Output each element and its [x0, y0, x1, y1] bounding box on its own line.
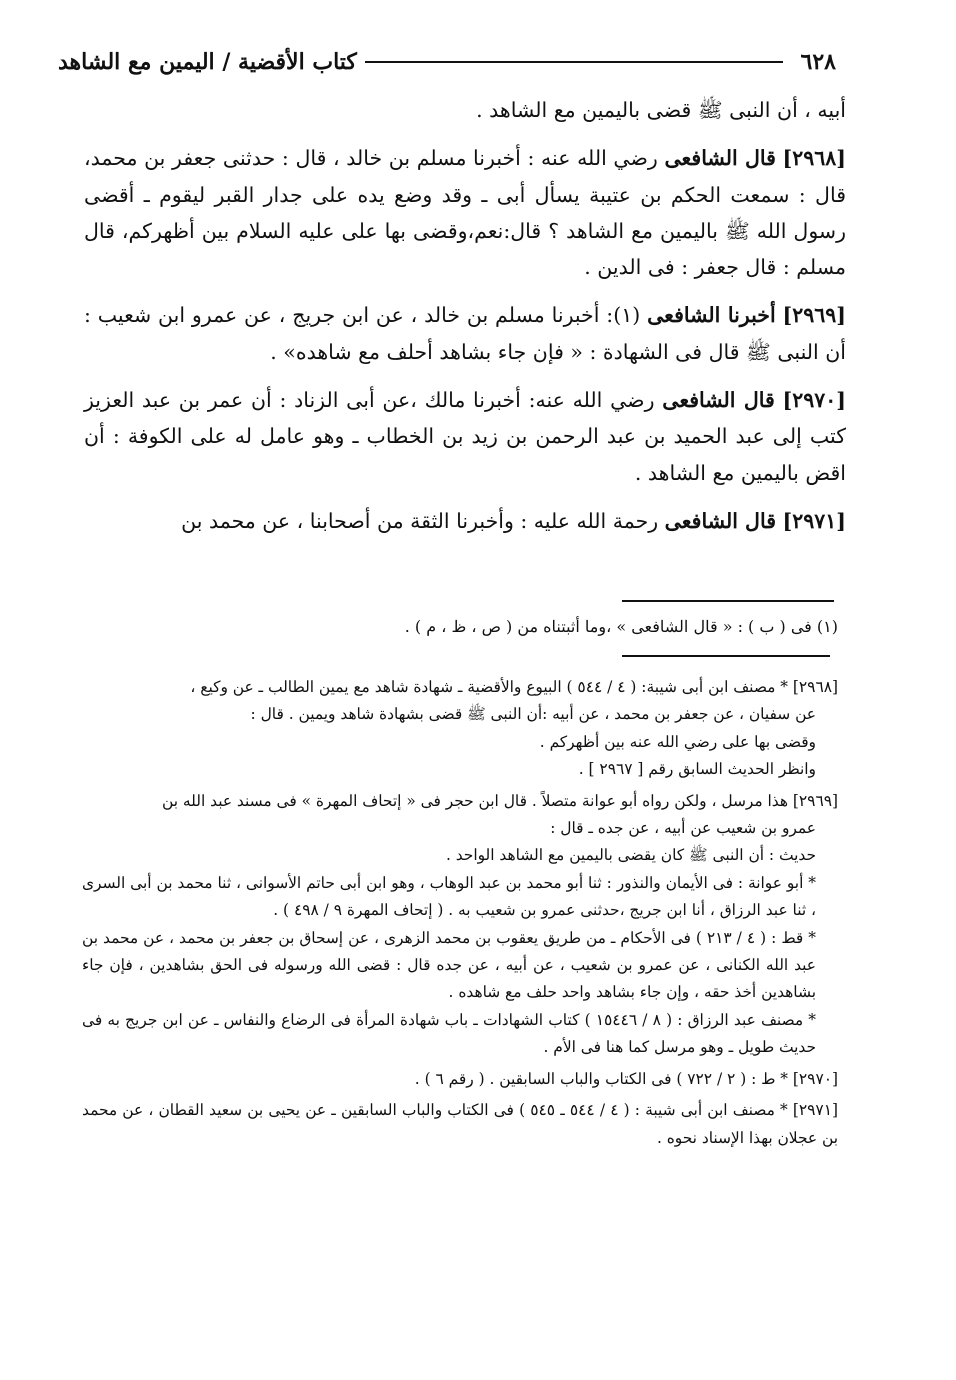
takhrij-notes — [82, 674, 838, 1156]
takhrij-line: عمرو بن شعيب عن أبيه ، عن جده ـ قال : — [550, 819, 816, 838]
narrator: أخبرنا الشافعى — [647, 303, 776, 328]
hadith-number: [٢٩٧٠] — [782, 388, 846, 413]
takhrij-line: حديث : أن النبى ﷺ كان يقضى باليمين مع الشاهد الواحد . — [445, 846, 816, 865]
paragraph — [84, 382, 846, 491]
running-header — [58, 40, 836, 84]
narrator: قال الشافعى — [664, 146, 776, 171]
paragraph-text: أبيه ، أن النبى ﷺ قضى باليمين مع الشاهد . — [476, 98, 846, 122]
takhrij-block — [82, 674, 838, 784]
takhrij-block — [82, 788, 838, 1062]
takhrij-line: عن سفيان ، عن جعفر بن محمد ، عن أبيه :أن النبى ﷺ قضى بشهادة شاهد ويمين . قال : — [250, 705, 816, 724]
paragraph-text: رحمة الله عليه : وأخبرنا الثقة من أصحابنا ، عن محمد بن — [181, 508, 659, 533]
main-text — [84, 92, 846, 551]
takhrij-line: * أبو عوانة : فى الأيمان والنذور : ثنا أبو محمد بن عبد الوهاب ، وهو ابن أبى حاتم الأسوانى ، ثنا محمد بن أبى السرى ، ثنا عبد الرزاق ، أنا ابن جريج ،حدثنى عمرو بن شعيب به . ( إتحاف المهرة ٩ / ٤٩٨ ) . — [82, 873, 816, 920]
takhrij-line: * مصنف عبد الرزاق : ( ٨ / ١٥٤٤٦ ) كتاب الشهادات ـ باب شهادة المرأة فى الرضاع والنفاس ـ عن ابن جريج به فى حديث طويل ـ وهو مرسل كما هنا فى الأم . — [82, 1010, 816, 1057]
takhrij-line: وانظر الحديث السابق رقم [ ٢٩٦٧ ] . — [578, 760, 816, 779]
paragraph-text: رضي الله عنه: أخبرنا مالك ،عن أبى الزناد : أن عمر بن عبد العزيز كتب إلى عبد الحميد بن عبد الرحمن بن زيد بن الخطاب ـ وهو عامل له على الكوفة : أن اقض باليمين مع الشاهد . — [84, 388, 846, 485]
paragraph-text: (١): أخبرنا مسلم بن خالد ، عن ابن جريج ، عن عمرو ابن شعيب : أن النبى ﷺ قال فى الشهادة : « فإن جاء بشاهد أحلف مع شاهده» . — [84, 303, 846, 364]
takhrij-line: [٢٩٦٨] * مصنف ابن أبى شيبة: ( ٤ / ٥٤٤ ) البيوع والأقضية ـ شهادة شاهد مع يمين الطالب ـ عن وكيع ، — [190, 678, 838, 696]
narrator: قال الشافعى — [662, 388, 775, 413]
takhrij-line: * قط : ( ٤ / ٢١٣ ) فى الأحكام ـ من طريق يعقوب بن محمد الزهرى ، عن إسحاق بن جعفر بن محمد ، عن محمد بن عبد الله الكنانى ، عن عمرو بن شعيب ، عن أبيه ، عن جده قال : قضى الله ورسوله فى الحق بشاهدين ، فإن جاء بشاهدين أخذ حقه ، وإن جاء بشاهد واحد حلف مع شاهده . — [82, 928, 816, 1002]
takhrij-line: [٢٩٧١] * مصنف ابن أبى شيبة : ( ٤ / ٥٤٤ ـ ٥٤٥ ) فى الكتاب والباب السابقين ـ عن يحيى بن سعيد القطان ، عن محمد بن عجلان بهذا الإسناد نحوه . — [82, 1101, 838, 1147]
footnote: (١) فى ( ب ) : « قال الشافعى » ،وما أثبتناه من ( ص ، ظ ، م ) . — [404, 617, 838, 636]
narrator: قال الشافعى — [664, 508, 777, 533]
takhrij-divider — [622, 655, 830, 657]
paragraph-text: رضي الله عنه : أخبرنا مسلم بن خالد ، قال : حدثنى جعفر بن محمد، قال : سمعت الحكم بن عتيبة يسأل أبى ـ وقد وضع يده على جدار القبر ليقوم ـ أقضى رسول الله ﷺ باليمين مع الشاهد ؟ قال:نعم،وقضى بها على عليه السلام بين أظهركم، قال مسلم : قال جعفر : فى الدين . — [84, 146, 846, 280]
takhrij-line: [٢٩٦٩] هذا مرسل ، ولكن رواه أبو عوانة متصلاً . قال ابن حجر فى « إتحاف المهرة » فى مسند عبد الله بن — [162, 791, 838, 810]
header-rule — [365, 61, 783, 63]
paragraph — [84, 297, 846, 370]
paragraph — [84, 92, 846, 128]
takhrij-block — [82, 1066, 838, 1093]
hadith-number: [٢٩٦٨] — [782, 146, 846, 171]
paragraph — [84, 140, 846, 285]
hadith-number: [٢٩٧١] — [782, 508, 846, 533]
takhrij-line: وقضى بها على رضي الله عنه بين أظهركم . — [539, 732, 816, 751]
paragraph — [84, 503, 846, 539]
chapter-title: كتاب الأقضية / اليمين مع الشاهد — [58, 49, 357, 75]
footnote-divider — [622, 600, 834, 602]
hadith-number: [٢٩٦٩] — [782, 303, 846, 328]
takhrij-line: [٢٩٧٠] * ط : ( ٢ / ٧٢٢ ) فى الكتاب والباب السابقين . ( رقم ٦ ) . — [414, 1069, 838, 1088]
page-number: ٦٢٨ — [800, 49, 836, 75]
takhrij-block — [82, 1097, 838, 1152]
